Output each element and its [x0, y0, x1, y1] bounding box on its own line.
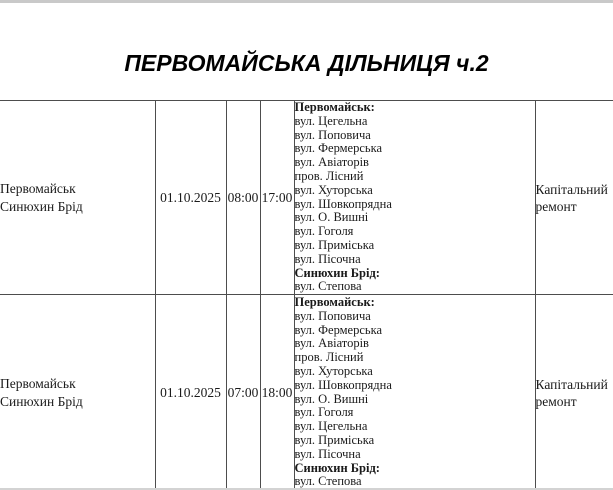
date-cell: 01.10.2025 [155, 101, 226, 295]
street-line: вул. Степова [294, 474, 362, 489]
street-line: вул. Фермерська [294, 322, 383, 337]
settlement-heading: Первомайськ: [294, 295, 375, 310]
settlement-heading: Синюхин Брід: [294, 460, 380, 475]
streets-cell [294, 295, 535, 490]
street-line: вул. Степова [294, 279, 362, 294]
street-line: вул. Цегельна [294, 419, 368, 434]
location-line: Синюхин Брід [0, 198, 83, 214]
street-line: вул. Гоголя [294, 405, 354, 420]
page-title: ПЕРВОМАЙСЬКА ДІЛЬНИЦЯ ч.2 [124, 50, 489, 76]
street-line: вул. Шовкопрядна [294, 377, 392, 392]
street-line: вул. Цегельна [294, 113, 368, 128]
end-time-cell: 18:00 [260, 295, 294, 490]
location-line: Первомайськ [0, 375, 76, 391]
top-edge-line [0, 0, 613, 3]
street-line: вул. Приміська [294, 433, 375, 448]
street-line: вул. О. Вишні [294, 391, 369, 406]
street-line: пров. Лісний [294, 168, 364, 183]
street-line: вул. Поповича [294, 308, 371, 323]
street-line: вул. Шовкопрядна [294, 196, 392, 211]
location-cell [0, 101, 155, 295]
street-line: вул. Пісочна [294, 251, 361, 266]
work-type-cell: Капітальний ремонт [535, 295, 613, 490]
street-line: вул. Фермерська [294, 141, 383, 156]
street-line: вул. Поповича [294, 127, 371, 142]
street-line: вул. Авіаторів [294, 155, 369, 170]
street-line: вул. Приміська [294, 237, 375, 252]
schedule-table [0, 100, 613, 490]
table-row [0, 295, 613, 490]
street-line: вул. Гоголя [294, 224, 354, 239]
settlement-heading: Первомайськ: [294, 100, 375, 114]
table-row [0, 101, 613, 295]
end-time-cell: 17:00 [260, 101, 294, 295]
street-line: вул. Хуторська [294, 364, 373, 379]
street-line: вул. Пісочна [294, 446, 361, 461]
date-cell: 01.10.2025 [155, 295, 226, 490]
street-line: пров. Лісний [294, 350, 364, 365]
settlement-heading: Синюхин Брід: [294, 265, 380, 280]
start-time-cell: 08:00 [226, 101, 260, 295]
work-type-cell: Капітальний ремонт [535, 101, 613, 295]
location-cell [0, 295, 155, 490]
street-line: вул. О. Вишні [294, 210, 369, 225]
start-time-cell: 07:00 [226, 295, 260, 490]
streets-cell [294, 101, 535, 295]
location-line: Первомайськ [0, 180, 76, 196]
location-line: Синюхин Брід [0, 393, 83, 409]
street-line: вул. Авіаторів [294, 336, 369, 351]
street-line: вул. Хуторська [294, 182, 373, 197]
